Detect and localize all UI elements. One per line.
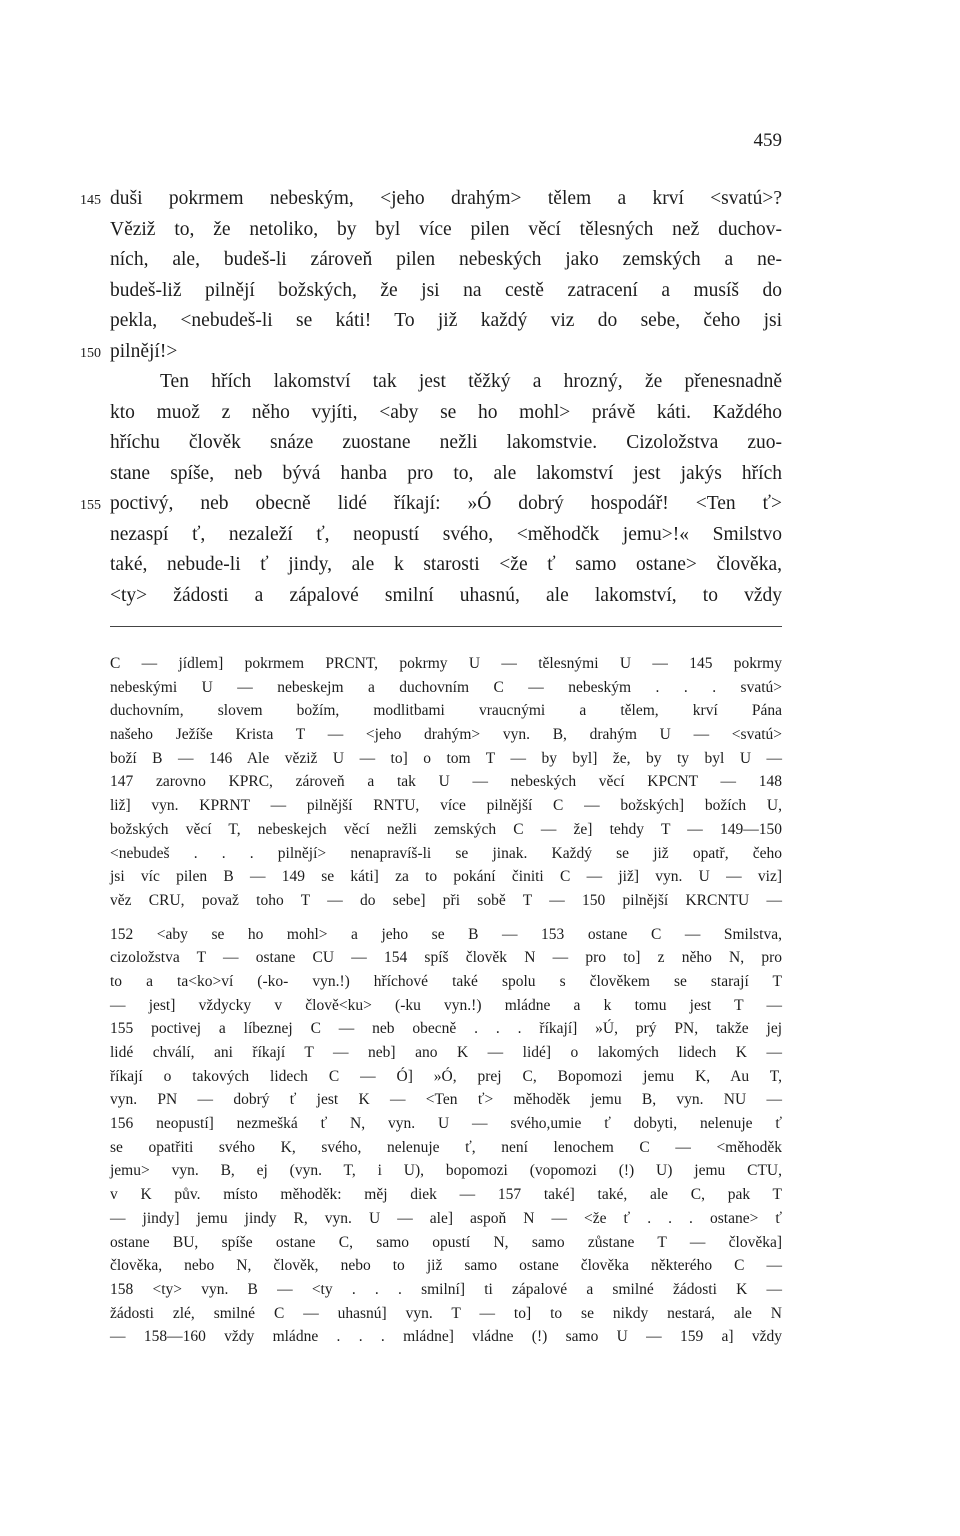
text-line: Ten hřích lakomství tak jest těžký a hrozný, že přenesnadně: [160, 371, 782, 392]
apparatus-line: 147 zarovno KPRC, zároveň a tak U — nebeských věcí KPCNT — 148: [110, 773, 782, 791]
apparatus-line: 155 poctivej a líbeznej C — neb obecně . . . říkají] »Ú, prý PN, takže jej: [110, 1020, 782, 1038]
text-line: <ty> žádosti a zápalové smilní uhasnú, ale lakomství, to vždy: [110, 584, 782, 606]
text-line: nezaspí ť, nezaleží ť, neopustí svého, <měhodčk jemu>!« Smilstvo: [110, 523, 782, 545]
apparatus-line: boží B — 146 Ale věziž U — to] o tom T — by byl] že, by ty byl U —: [110, 749, 782, 767]
text-line: Věziž to, že netoliko, by byl více pilen věcí tělesných než duchov-: [110, 218, 782, 240]
text-line: [80, 337, 782, 368]
text-line-content: poctivý, neb obecně lidé říkají: »Ó dobrý hospodář! <Ten ť>: [110, 493, 782, 514]
apparatus-line: duchovním, slovem božím, modlitbami vraucnými a tělem, krví Pána: [110, 702, 782, 720]
page-number: 459: [753, 130, 782, 151]
apparatus-line: lidé chválí, ani říkají T — neb] ano K — lidé] o lakomých lidech K —: [110, 1044, 782, 1061]
text-line: pekla, <nebudeš-li se káti! To již každý viz do sebe, čeho jsi: [110, 310, 782, 331]
footnote-divider: [110, 626, 782, 627]
text-line-content: pilnějí!>: [110, 340, 178, 362]
text-line: [80, 184, 782, 215]
line-number: 145: [80, 193, 101, 208]
apparatus-line: člověka, nebo N, člověk, nebo to již samo ostane člověka některého C —: [110, 1257, 782, 1275]
apparatus-line: božských věcí T, nebeskejch věcí nežli zemských C — že] tehdy T — 149—150: [110, 820, 782, 838]
apparatus-line: vyn. PN — dobrý ť jest K — <Ten ť> měhoděk jemu B, vyn. NU —: [110, 1091, 782, 1109]
critical-apparatus: [110, 652, 782, 1349]
text-line: ních, ale, budeš-li zároveň pilen nebeských jako zemských a ne-: [110, 249, 782, 270]
apparatus-line: říkají o takových lidech C — Ó] »Ó, prej C, Bopomozi jemu K, Au T,: [110, 1067, 782, 1085]
text-line: budeš-liž pilnějí božských, že jsi na cestě zatracení a musíš do: [110, 279, 782, 301]
apparatus-line: věz CRU, považ toho T — do sebe] při sobě T — 150 pilnější KRCNTU —: [110, 891, 782, 909]
text-line-content: duši pokrmem nebeským, <jeho drahým> tělem a krví <svatú>?: [110, 188, 782, 209]
text-line: stane spíše, neb bývá hanba pro to, ale lakomství jest jakýs hřích: [110, 462, 782, 484]
apparatus-line: liž] vyn. KPRNT — pilnější RNTU, více pilnější C — božských] božích U,: [110, 797, 782, 815]
apparatus-line: to a ta<ko>ví (-ko- vyn.!) hříchové také spolu s člověkem se starají T: [110, 972, 782, 990]
line-number: 155: [80, 498, 101, 513]
apparatus-line: v K pův. místo měhoděk: měj diek — 157 také] také, ale C, pak T: [110, 1186, 782, 1204]
text-line: kto muož z něho vyjíti, <aby se ho mohl> právě káti. Každého: [110, 401, 782, 423]
main-text: [80, 184, 782, 611]
apparatus-line: 156 neopustí] nezmešká ť N, vyn. U — svého,umie ť dobyti, nelenuje ť: [110, 1115, 782, 1133]
apparatus-line: nebeskými U — nebeskejm a duchovním C — nebeským . . . svatú>: [110, 678, 782, 696]
apparatus-line: — 158—160 vždy mládne . . . mládne] vládne (!) samo U — 159 a] vždy: [110, 1328, 782, 1346]
text-line: také, nebude-li ť jindy, ale k starosti <že ť samo ostane> člověka,: [110, 554, 782, 575]
apparatus-line: jemu> vyn. B, ej (vyn. T, i U), bopomozi (vopomozi (!) U) jemu CTU,: [110, 1162, 782, 1180]
line-number: 150: [80, 345, 101, 361]
apparatus-line: C — jídlem] pokrmem PRCNT, pokrmy U — tělesnými U — 145 pokrmy: [110, 655, 782, 672]
apparatus-line: našeho Ježíše Krista T — <jeho drahým> vyn. B, drahým U — <svatú>: [110, 726, 782, 744]
apparatus-line: 152 <aby se ho mohl> a jeho se B — 153 ostane C — Smilstva,: [110, 925, 782, 943]
apparatus-line: cizoložstva T — ostane CU — 154 spíš člověk N — pro to] z něho N, pro: [110, 949, 782, 967]
text-line: [80, 489, 782, 520]
text-line: hříchu člověk snáze zuostane nežli lakomstvie. Cizoložstva zuo-: [110, 432, 782, 453]
apparatus-line: — jindy] jemu jindy R, vyn. U — ale] aspoň N — <že ť . . . ostane> ť: [110, 1209, 782, 1227]
apparatus-line: <nebudeš . . . pilnějí> nenapravíš-li se jinak. Každý se již opatř, čeho: [110, 844, 782, 862]
apparatus-line: — jest] vždycky v člově<ku> (-ku vyn.!) mládne a k tomu jest T —: [110, 996, 782, 1014]
apparatus-line: 158 <ty> vyn. B — <ty . . . smilní] ti zápalové a smilné žádosti K —: [110, 1280, 782, 1298]
apparatus-line: ostane BU, spíše ostane C, samo opustí N, samo zůstane T — člověka]: [110, 1233, 782, 1251]
apparatus-line: se opatřiti svého K, svého, nelenuje ť, není lenochem C — <měhoděk: [110, 1138, 782, 1156]
apparatus-line: jsi víc pilen B — 149 se káti] za to pokání činiti C — již] vyn. U — viz]: [110, 868, 782, 886]
apparatus-line: žádosti zlé, smilné C — uhasnú] vyn. T — to] to se nikdy nestará, ale N: [110, 1304, 782, 1322]
